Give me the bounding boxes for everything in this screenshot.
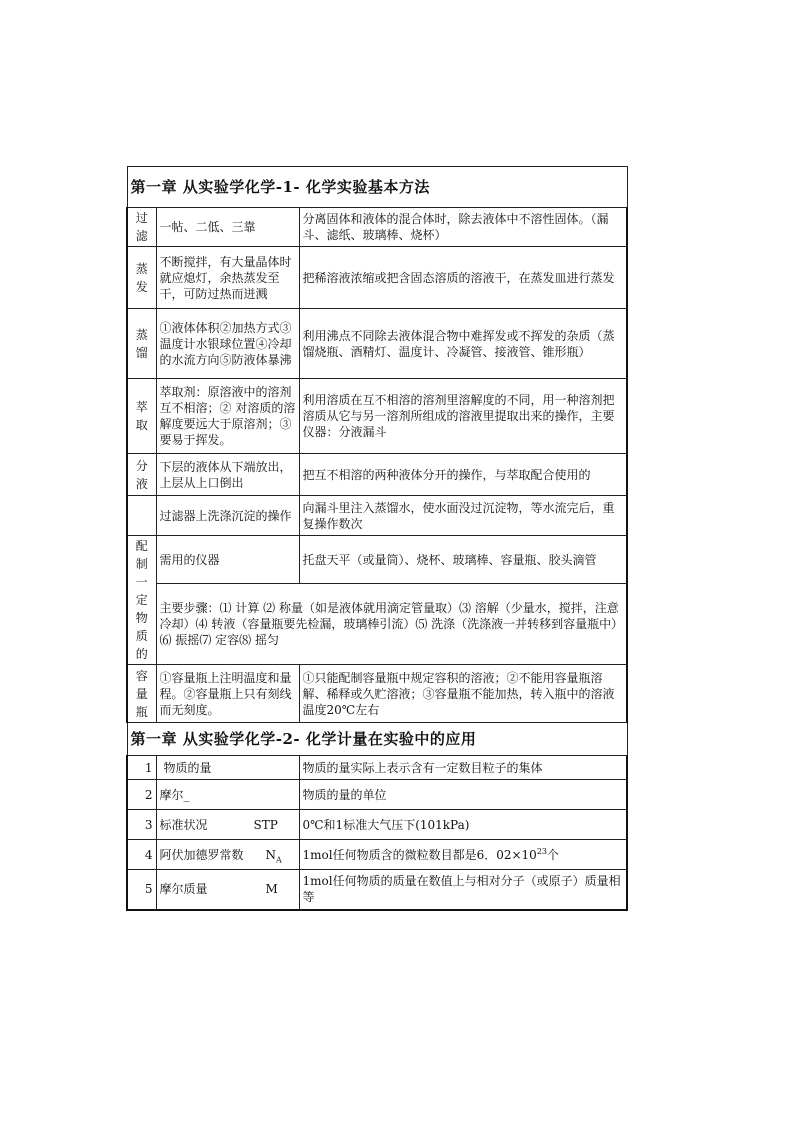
row-label-wash [127,496,156,536]
row-note: ①液体体积②加热方式③温度计水银球位置④冷却的水流方向⑤防液体暴沸 [156,309,299,379]
row-num: 5 [127,870,156,910]
row-note: 需用的仪器 [156,536,299,584]
table-row [127,810,627,840]
table-row [127,840,627,870]
row-num: 4 [127,840,156,870]
row-desc: 1mol任何物质的质量在数值上与相对分子（或原子）质量相等 [299,870,627,910]
table-row [127,496,627,536]
table-row [127,780,627,810]
row-note: ①容量瓶上注明温度和量程。②容量瓶上只有刻线而无刻度。 [156,665,299,723]
section1-title: 第一章 从实验学化学-1- 化学实验基本方法 [127,167,627,208]
row-note: 下层的液体从下端放出，上层从上口倒出 [156,454,299,496]
row-desc: 利用沸点不同除去液体混合物中难挥发或不挥发的杂质（蒸馏烧瓶、酒精灯、温度计、冷凝管、接液管、锥形瓶） [299,309,627,379]
row-label-separate: 分液 [127,454,156,496]
row-label-extract: 萃取 [127,379,156,454]
row-num: 1 [127,756,156,780]
row-term: 物质的量 [156,756,299,780]
row-label-evaporate: 蒸发 [127,247,156,309]
table-row [127,536,627,584]
row-term: 标准状况 STP [156,810,299,840]
row-desc: 物质的量的单位 [299,780,627,810]
row-desc: 物质的量实际上表示含有一定数目粒子的集体 [299,756,627,780]
row-desc: 向漏斗里注入蒸馏水，使水面没过沉淀物，等水流完后，重复操作数次 [299,496,627,536]
table-row [127,454,627,496]
row-label-distill: 蒸馏 [127,309,156,379]
row-desc: ①只能配制容量瓶中规定容积的溶液；②不能用容量瓶溶解、稀释或久贮溶液；③容量瓶不能加热，转入瓶中的溶液温度20℃左右 [299,665,627,723]
row-term: 摩尔质量 M [156,870,299,910]
table-row [127,870,627,910]
row-label-filter: 过滤 [127,208,156,247]
section2-header-row [127,723,627,756]
row-desc: 利用溶质在互不相溶的溶剂里溶解度的不同，用一种溶剂把溶质从它与另一溶剂所组成的溶液里提取出来的操作，主要仪器：分液漏斗 [299,379,627,454]
row-symbol: M [265,882,278,897]
row-desc: 把稀溶液浓缩或把含固态溶质的溶液干，在蒸发皿进行蒸发 [299,247,627,309]
row-term: 摩尔_ [156,780,299,810]
row-term: 阿伏加德罗常数 $N_A$ [156,840,299,870]
row-desc: 0℃和1标准大气压下(101kPa) [299,810,627,840]
prep-steps: 主要步骤：⑴ 计算 ⑵ 称量（如是液体就用滴定管量取）⑶ 溶解（少量水，搅拌，注意冷却）⑷ 转液（容量瓶要先检漏，玻璃棒引流）⑸ 洗涤（洗涤液一并转移到容量瓶中）⑹ 振摇⑺ 定容⑻ 摇匀 [156,584,627,665]
row-symbol: STP [253,817,278,832]
table-row [127,309,627,379]
row-desc: 把互不相溶的两种液体分开的操作，与萃取配合使用的 [299,454,627,496]
row-desc: 1mol任何物质含的微粒数目都是6．$02\times 10^{23}$个 [299,840,627,870]
table-row [127,247,627,309]
table-row [127,584,627,665]
section1-header-row [127,167,627,208]
table-row [127,379,627,454]
row-num: 2 [127,780,156,810]
row-label-prepare: 配制一定物质的 [127,536,156,665]
row-note: 不断搅拌，有大量晶体时就应熄灯，余热蒸发至干，可防过热而迸溅 [156,247,299,309]
row-symbol: $N_A$ [265,847,282,864]
table-row [127,208,627,247]
row-num: 3 [127,810,156,840]
notes-table [126,166,628,911]
row-desc: 分离固体和液体的混合体时，除去液体中不溶性固体。（漏斗、滤纸、玻璃棒、烧杯） [299,208,627,247]
row-note: 一帖、二低、三靠 [156,208,299,247]
section2-title: 第一章 从实验学化学-2- 化学计量在实验中的应用 [127,723,627,756]
row-note: 过滤器上洗涤沉淀的操作 [156,496,299,536]
row-label-flask: 容量瓶 [127,665,156,723]
table-row [127,665,627,723]
row-note: 萃取剂：原溶液中的溶剂互不相溶；② 对溶质的溶解度要远大于原溶剂；③ 要易于挥发。 [156,379,299,454]
table-row [127,756,627,780]
row-desc: 托盘天平（或量筒）、烧杯、玻璃棒、容量瓶、胶头滴管 [299,536,627,584]
